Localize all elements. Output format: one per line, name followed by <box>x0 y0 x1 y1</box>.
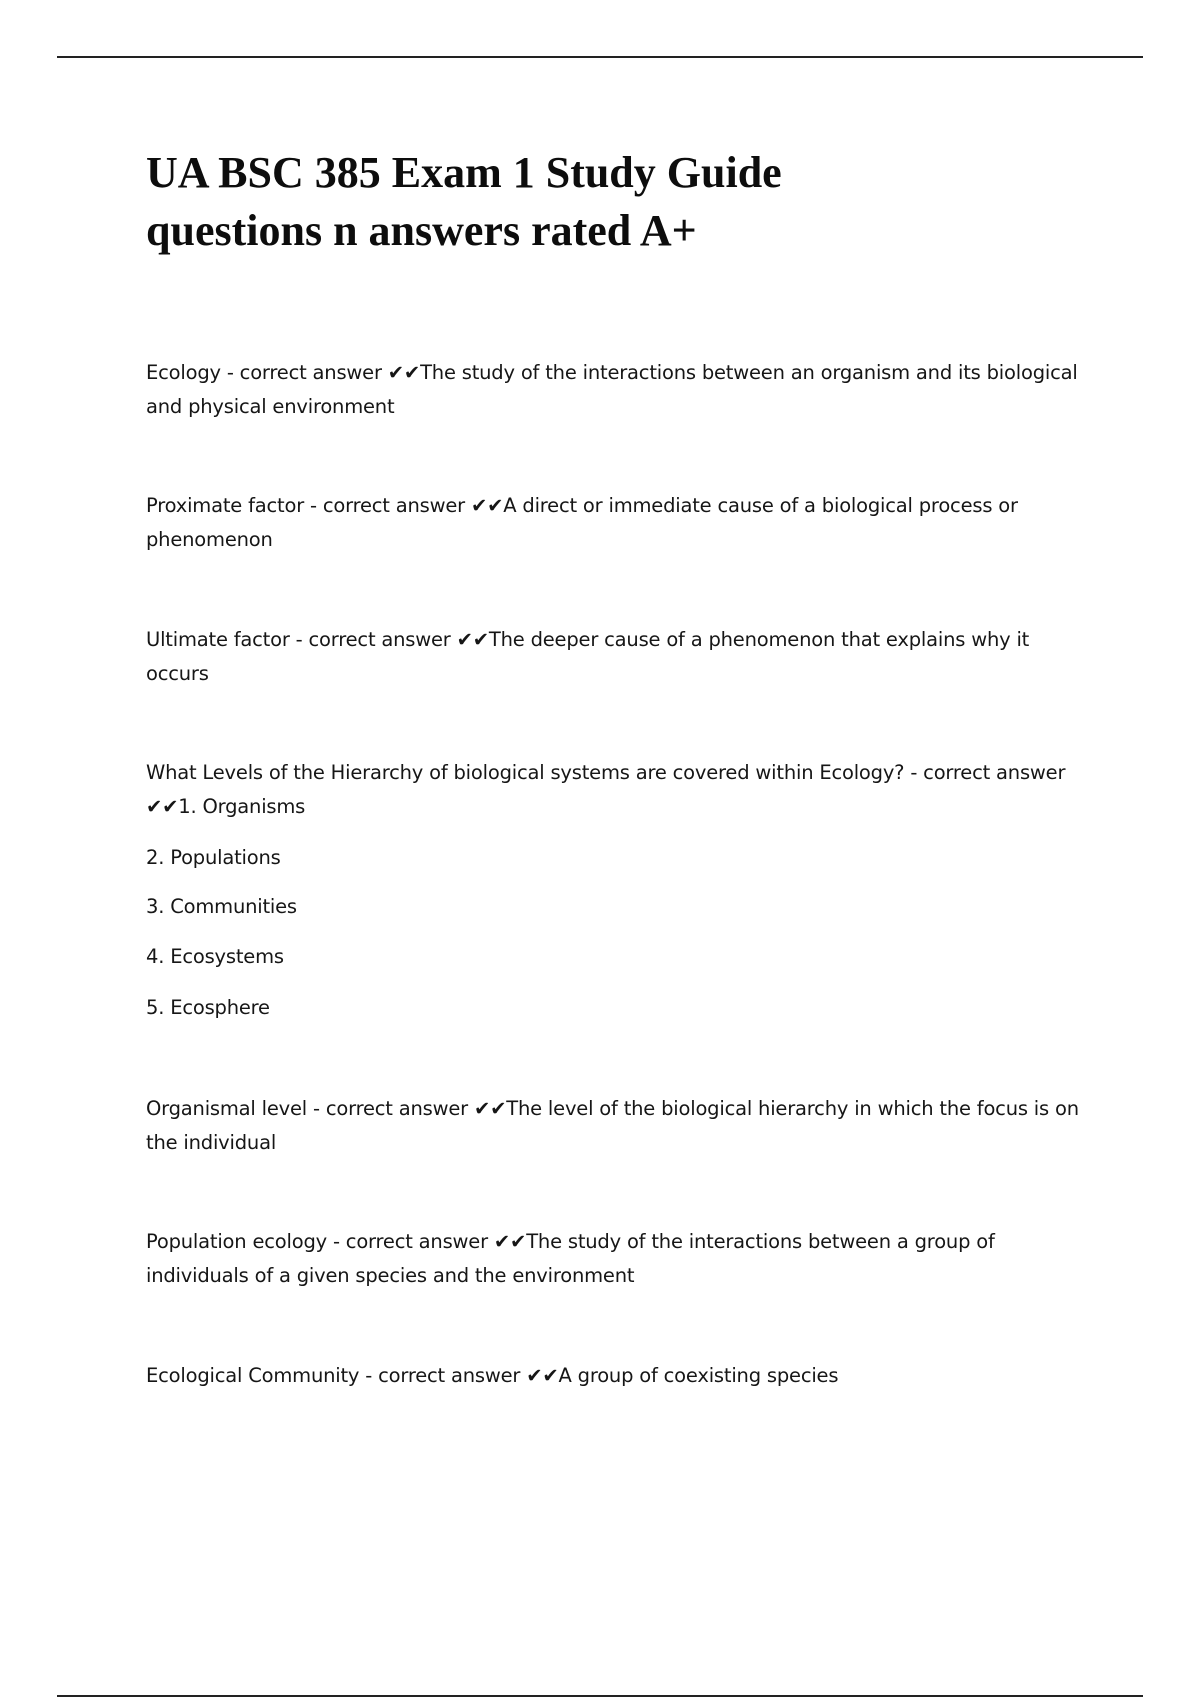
qa-term: Ultimate factor <box>146 628 290 651</box>
qa-entry-ecology <box>146 356 1086 424</box>
qa-entry-ultimate-factor <box>146 623 1086 691</box>
qa-separator: - correct answer <box>359 1364 527 1387</box>
qa-answer: The deeper cause of a phenomenon that explains why it occurs <box>146 628 1030 685</box>
qa-separator: - correct answer <box>307 1097 474 1120</box>
qa-term: Ecology <box>146 361 221 384</box>
top-divider <box>57 56 1143 58</box>
check-icon: ✔✔ <box>146 795 179 818</box>
qa-separator: - correct answer <box>304 494 471 517</box>
list-item-ecosystems: 4. Ecosystems <box>146 945 284 968</box>
qa-answer: The level of the biological hierarchy in which the focus is on the individual <box>146 1097 1079 1154</box>
qa-answer: 1. Organisms <box>178 795 306 818</box>
qa-term: Proximate factor <box>146 494 305 517</box>
check-icon: ✔✔ <box>387 361 421 384</box>
qa-term: Ecological Community <box>146 1364 360 1387</box>
qa-answer: The study of the interactions between a group of individuals of a given species and the environment <box>146 1230 995 1287</box>
qa-answer: A group of coexisting species <box>558 1364 839 1387</box>
qa-entry-population-ecology <box>146 1225 1086 1293</box>
qa-term: What Levels of the Hierarchy of biological systems are covered within Ecology? <box>146 761 905 784</box>
qa-term: Population ecology <box>146 1230 327 1253</box>
qa-answer: The study of the interactions between an organism and its biological and physical environment <box>146 361 1078 418</box>
qa-separator: - correct answer <box>289 628 457 651</box>
document-title <box>146 144 1086 260</box>
qa-entry-proximate-factor <box>146 489 1086 557</box>
list-item-ecosphere: 5. Ecosphere <box>146 996 270 1019</box>
check-icon: ✔✔ <box>473 1097 507 1120</box>
check-icon: ✔✔ <box>456 628 489 651</box>
qa-separator: - correct answer <box>904 761 1066 784</box>
bottom-divider <box>57 1695 1143 1697</box>
check-icon: ✔✔ <box>493 1230 527 1253</box>
list-item-communities: 3. Communities <box>146 895 297 918</box>
qa-answer: A direct or immediate cause of a biological process or phenomenon <box>146 494 1018 551</box>
check-icon: ✔✔ <box>526 1364 559 1387</box>
qa-entry-organismal-level <box>146 1092 1086 1160</box>
list-item-populations: 2. Populations <box>146 846 281 869</box>
qa-separator: - correct answer <box>326 1230 494 1253</box>
qa-separator: - correct answer <box>220 361 388 384</box>
title-line-1: UA BSC 385 Exam 1 Study Guide <box>146 148 782 197</box>
qa-entry-hierarchy-levels <box>146 756 1086 824</box>
check-icon: ✔✔ <box>470 494 504 517</box>
title-line-2: questions n answers rated A+ <box>146 206 697 255</box>
qa-entry-ecological-community <box>146 1359 1086 1393</box>
qa-term: Organismal level <box>146 1097 308 1120</box>
